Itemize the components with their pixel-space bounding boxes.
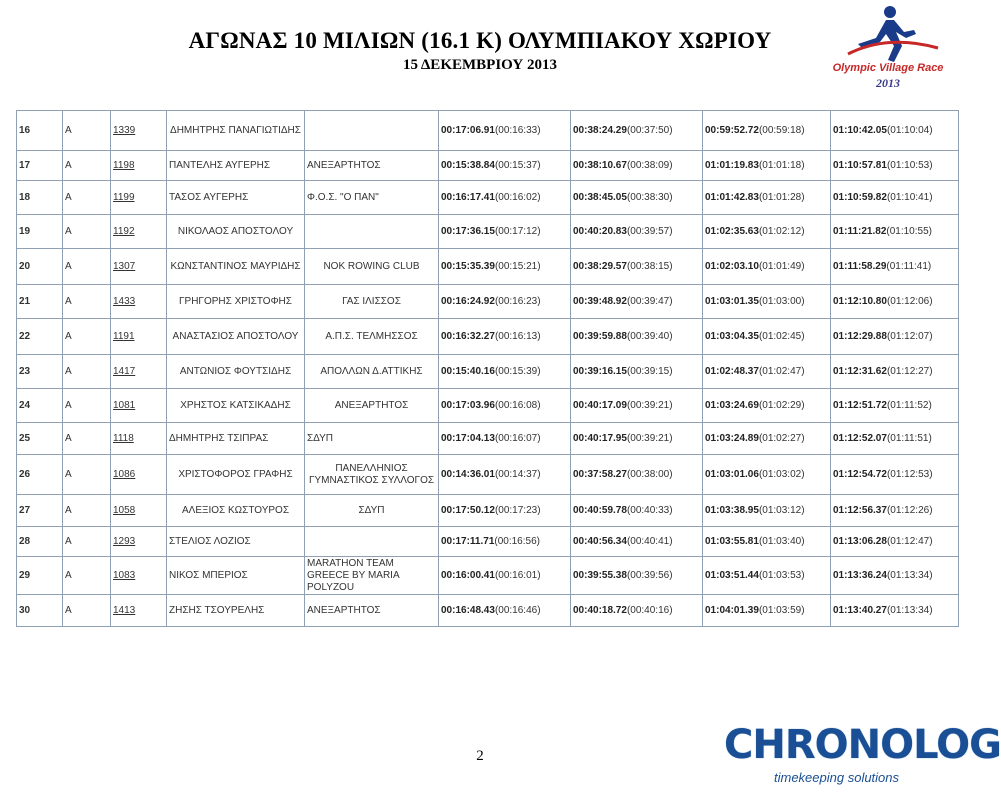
chip-time: (00:40:16) xyxy=(626,604,673,616)
split-time-1-cell xyxy=(439,557,571,595)
chip-time: (00:39:40) xyxy=(626,330,673,342)
gun-time: 00:16:48.43 xyxy=(441,604,495,616)
gun-time: 01:02:48.37 xyxy=(705,365,759,377)
club-cell: ΑΠΟΛΛΩΝ Δ.ΑΤΤΙΚΗΣ xyxy=(305,355,439,389)
chip-time: (00:40:41) xyxy=(626,535,673,547)
split-time-4-cell xyxy=(831,389,959,423)
bib-link[interactable]: 1118 xyxy=(111,423,167,455)
gun-time: 01:12:29.88 xyxy=(833,330,887,342)
chip-time: (01:13:34) xyxy=(886,604,933,616)
split-time-1-cell xyxy=(439,595,571,627)
split-time-4-cell xyxy=(831,181,959,215)
athlete-name-cell: ΣΤΕΛΙΟΣ ΛΟΖΙΟΣ xyxy=(167,527,305,557)
gun-time: 01:03:24.69 xyxy=(705,399,759,411)
bib-link[interactable]: 1417 xyxy=(111,355,167,389)
split-time-3-cell xyxy=(703,319,831,355)
split-time-2-cell xyxy=(571,557,703,595)
position-cell: 29 xyxy=(17,557,63,595)
position-cell: 20 xyxy=(17,249,63,285)
chip-time: (00:16:07) xyxy=(494,432,541,444)
category-cell: Α xyxy=(63,111,111,151)
bib-link[interactable]: 1083 xyxy=(111,557,167,595)
chip-time: (00:38:00) xyxy=(626,468,673,480)
athlete-name-cell: ΤΑΣΟΣ ΑΥΓΕΡΗΣ xyxy=(167,181,305,215)
split-time-2-cell xyxy=(571,527,703,557)
gun-time: 01:02:03.10 xyxy=(705,260,759,272)
gun-time: 01:03:01.06 xyxy=(705,468,759,480)
split-time-2-cell xyxy=(571,181,703,215)
chip-time: (01:10:04) xyxy=(886,124,933,136)
category-cell: Α xyxy=(63,215,111,249)
page-number: 2 xyxy=(476,748,484,764)
chip-time: (00:15:37) xyxy=(494,159,541,171)
split-time-1-cell xyxy=(439,111,571,151)
split-time-4-cell xyxy=(831,319,959,355)
club-cell xyxy=(305,215,439,249)
gun-time: 01:12:51.72 xyxy=(833,399,887,411)
gun-time: 01:12:54.72 xyxy=(833,468,887,480)
split-time-3-cell xyxy=(703,557,831,595)
gun-time: 01:03:51.44 xyxy=(705,569,759,581)
category-cell: Α xyxy=(63,495,111,527)
split-time-2-cell xyxy=(571,423,703,455)
gun-time: 01:02:35.63 xyxy=(705,225,759,237)
runner-icon xyxy=(828,4,948,64)
position-cell: 18 xyxy=(17,181,63,215)
position-cell: 22 xyxy=(17,319,63,355)
split-time-2-cell xyxy=(571,495,703,527)
split-time-3-cell xyxy=(703,495,831,527)
gun-time: 00:16:24.92 xyxy=(441,295,495,307)
chip-time: (00:15:39) xyxy=(494,365,541,377)
gun-time: 00:14:36.01 xyxy=(441,468,495,480)
athlete-name-cell: ΚΩΝΣΤΑΝΤΙΝΟΣ ΜΑΥΡΙΔΗΣ xyxy=(167,249,305,285)
gun-time: 00:15:35.39 xyxy=(441,260,495,272)
athlete-name-cell: ΑΛΕΞΙΟΣ ΚΩΣΤΟΥΡΟΣ xyxy=(167,495,305,527)
gun-time: 00:40:56.34 xyxy=(573,535,627,547)
chip-time: (01:13:34) xyxy=(886,569,933,581)
split-time-1-cell xyxy=(439,495,571,527)
chip-time: (00:14:37) xyxy=(494,468,541,480)
chip-time: (00:16:08) xyxy=(494,399,541,411)
chip-time: (01:12:26) xyxy=(886,504,933,516)
chip-time: (00:16:46) xyxy=(494,604,541,616)
gun-time: 00:40:17.09 xyxy=(573,399,627,411)
category-cell: Α xyxy=(63,151,111,181)
chip-time: (01:03:00) xyxy=(758,295,805,307)
split-time-3-cell xyxy=(703,285,831,319)
chip-time: (01:02:47) xyxy=(758,365,805,377)
split-time-2-cell xyxy=(571,215,703,249)
split-time-2-cell xyxy=(571,111,703,151)
split-time-3-cell xyxy=(703,215,831,249)
chip-time: (01:02:12) xyxy=(758,225,805,237)
table-row xyxy=(17,249,959,285)
club-cell: ΑΝΕΞΑΡΤΗΤΟΣ xyxy=(305,389,439,423)
club-cell: NOK ROWING CLUB xyxy=(305,249,439,285)
bib-link[interactable]: 1433 xyxy=(111,285,167,319)
position-cell: 17 xyxy=(17,151,63,181)
table-row xyxy=(17,595,959,627)
split-time-2-cell xyxy=(571,595,703,627)
athlete-name-cell: ΧΡΙΣΤΟΦΟΡΟΣ ΓΡΑΦΗΣ xyxy=(167,455,305,495)
gun-time: 00:40:17.95 xyxy=(573,432,627,444)
gun-time: 00:17:03.96 xyxy=(441,399,495,411)
results-table xyxy=(16,110,959,627)
bib-link[interactable]: 1198 xyxy=(111,151,167,181)
position-cell: 21 xyxy=(17,285,63,319)
split-time-1-cell xyxy=(439,355,571,389)
gun-time: 00:39:16.15 xyxy=(573,365,627,377)
gun-time: 00:37:58.27 xyxy=(573,468,627,480)
gun-time: 01:12:10.80 xyxy=(833,295,887,307)
chip-time: (00:16:33) xyxy=(494,124,541,136)
gun-time: 01:11:21.82 xyxy=(833,225,887,237)
gun-time: 00:16:32.27 xyxy=(441,330,495,342)
page-subtitle: 15 ΔΕΚΕΜΒΡΙΟΥ 2013 xyxy=(402,57,558,73)
split-time-4-cell xyxy=(831,595,959,627)
athlete-name-cell: ΔΗΜΗΤΡΗΣ ΠΑΝΑΓΙΩΤΙΔΗΣ xyxy=(167,111,305,151)
chip-time: (01:11:52) xyxy=(886,399,932,411)
table-row xyxy=(17,181,959,215)
club-cell: ΠΑΝΕΛΛΗΝΙΟΣ ΓΥΜΝΑΣΤΙΚΟΣ ΣΥΛΛΟΓΟΣ xyxy=(305,455,439,495)
chip-time: (00:40:33) xyxy=(626,504,673,516)
chip-time: (00:17:23) xyxy=(494,504,541,516)
split-time-4-cell xyxy=(831,285,959,319)
chip-time: (00:39:15) xyxy=(626,365,673,377)
category-cell: Α xyxy=(63,355,111,389)
chip-time: (01:02:29) xyxy=(758,399,805,411)
chip-time: (00:39:56) xyxy=(626,569,673,581)
gun-time: 01:12:52.07 xyxy=(833,432,887,444)
split-time-1-cell xyxy=(439,389,571,423)
club-cell: ΑΝΕΞΑΡΤΗΤΟΣ xyxy=(305,151,439,181)
olympic-village-race-logo xyxy=(828,4,948,100)
category-cell: Α xyxy=(63,389,111,423)
gun-time: 00:15:40.16 xyxy=(441,365,495,377)
chip-time: (01:02:45) xyxy=(758,330,805,342)
gun-time: 00:59:52.72 xyxy=(705,124,759,136)
chronolog-tagline: timekeeping solutions xyxy=(774,770,900,785)
bib-link[interactable]: 1058 xyxy=(111,495,167,527)
split-time-2-cell xyxy=(571,285,703,319)
split-time-3-cell xyxy=(703,355,831,389)
athlete-name-cell: ΑΝΤΩΝΙΟΣ ΦΟΥΤΣΙΔΗΣ xyxy=(167,355,305,389)
chip-time: (00:38:30) xyxy=(626,191,673,203)
chip-time: (01:10:55) xyxy=(886,225,932,237)
gun-time: 01:12:31.62 xyxy=(833,365,887,377)
table-row xyxy=(17,215,959,249)
gun-time: 00:16:17.41 xyxy=(441,191,495,203)
split-time-3-cell xyxy=(703,249,831,285)
chip-time: (01:02:27) xyxy=(758,432,805,444)
category-cell: Α xyxy=(63,319,111,355)
gun-time: 01:03:24.89 xyxy=(705,432,759,444)
gun-time: 00:40:59.78 xyxy=(573,504,627,516)
gun-time: 00:40:18.72 xyxy=(573,604,627,616)
position-cell: 28 xyxy=(17,527,63,557)
position-cell: 19 xyxy=(17,215,63,249)
chip-time: (01:11:51) xyxy=(886,432,932,444)
bib-link[interactable]: 1339 xyxy=(111,111,167,151)
chip-time: (01:10:41) xyxy=(886,191,933,203)
table-row xyxy=(17,285,959,319)
bib-link[interactable]: 1191 xyxy=(111,319,167,355)
split-time-2-cell xyxy=(571,455,703,495)
chip-time: (00:17:12) xyxy=(494,225,541,237)
athlete-name-cell: ΓΡΗΓΟΡΗΣ ΧΡΙΣΤΟΦΗΣ xyxy=(167,285,305,319)
gun-time: 01:13:40.27 xyxy=(833,604,887,616)
category-cell: Α xyxy=(63,423,111,455)
chip-time: (01:12:53) xyxy=(886,468,933,480)
split-time-1-cell xyxy=(439,215,571,249)
chip-time: (00:38:09) xyxy=(626,159,673,171)
split-time-1-cell xyxy=(439,423,571,455)
gun-time: 01:01:19.83 xyxy=(705,159,759,171)
chip-time: (01:01:18) xyxy=(758,159,805,171)
split-time-4-cell xyxy=(831,355,959,389)
split-time-4-cell xyxy=(831,215,959,249)
chip-time: (00:16:23) xyxy=(494,295,541,307)
split-time-1-cell xyxy=(439,249,571,285)
chip-time: (00:15:21) xyxy=(494,260,541,272)
gun-time: 00:38:45.05 xyxy=(573,191,627,203)
gun-time: 01:03:55.81 xyxy=(705,535,759,547)
bib-link[interactable]: 1192 xyxy=(111,215,167,249)
split-time-1-cell xyxy=(439,455,571,495)
split-time-2-cell xyxy=(571,151,703,181)
bib-link[interactable]: 1081 xyxy=(111,389,167,423)
club-cell: MARATHON TEAM GREECE BY MARIA POLYZOU xyxy=(305,557,439,595)
split-time-1-cell xyxy=(439,319,571,355)
chip-time: (01:03:02) xyxy=(758,468,805,480)
chip-time: (01:03:59) xyxy=(758,604,805,616)
split-time-1-cell xyxy=(439,151,571,181)
category-cell: Α xyxy=(63,527,111,557)
chip-time: (01:12:07) xyxy=(886,330,933,342)
split-time-3-cell xyxy=(703,527,831,557)
gun-time: 00:17:50.12 xyxy=(441,504,495,516)
split-time-1-cell xyxy=(439,285,571,319)
chip-time: (01:01:49) xyxy=(758,260,805,272)
gun-time: 01:10:57.81 xyxy=(833,159,887,171)
split-time-2-cell xyxy=(571,319,703,355)
split-time-2-cell xyxy=(571,355,703,389)
club-cell: ΣΔΥΠ xyxy=(305,423,439,455)
position-cell: 30 xyxy=(17,595,63,627)
chip-time: (00:59:18) xyxy=(758,124,805,136)
split-time-1-cell xyxy=(439,181,571,215)
gun-time: 01:13:36.24 xyxy=(833,569,887,581)
table-row xyxy=(17,355,959,389)
split-time-3-cell xyxy=(703,423,831,455)
athlete-name-cell: ΔΗΜΗΤΡΗΣ ΤΣΙΠΡΑΣ xyxy=(167,423,305,455)
chip-time: (01:12:27) xyxy=(886,365,933,377)
club-cell xyxy=(305,111,439,151)
split-time-4-cell xyxy=(831,111,959,151)
table-row xyxy=(17,527,959,557)
bib-link[interactable]: 1199 xyxy=(111,181,167,215)
position-cell: 25 xyxy=(17,423,63,455)
gun-time: 00:38:10.67 xyxy=(573,159,627,171)
gun-time: 00:15:38.84 xyxy=(441,159,495,171)
gun-time: 00:38:24.29 xyxy=(573,124,627,136)
bib-link[interactable]: 1293 xyxy=(111,527,167,557)
athlete-name-cell: ΖΗΣΗΣ ΤΣΟΥΡΕΛΗΣ xyxy=(167,595,305,627)
gun-time: 01:13:06.28 xyxy=(833,535,887,547)
split-time-3-cell xyxy=(703,181,831,215)
split-time-2-cell xyxy=(571,249,703,285)
gun-time: 01:03:04.35 xyxy=(705,330,759,342)
position-cell: 27 xyxy=(17,495,63,527)
club-cell: ΓΑΣ ΙΛΙΣΣΟΣ xyxy=(305,285,439,319)
split-time-4-cell xyxy=(831,527,959,557)
table-row xyxy=(17,389,959,423)
gun-time: 00:17:04.13 xyxy=(441,432,495,444)
chip-time: (01:12:47) xyxy=(886,535,933,547)
category-cell: Α xyxy=(63,285,111,319)
split-time-2-cell xyxy=(571,389,703,423)
athlete-name-cell: ΧΡΗΣΤΟΣ ΚΑΤΣΙΚΑΔΗΣ xyxy=(167,389,305,423)
chip-time: (00:39:21) xyxy=(626,399,673,411)
split-time-1-cell xyxy=(439,527,571,557)
table-row xyxy=(17,455,959,495)
gun-time: 01:10:59.82 xyxy=(833,191,887,203)
club-cell: ΣΔΥΠ xyxy=(305,495,439,527)
gun-time: 01:12:56.37 xyxy=(833,504,887,516)
table-row xyxy=(17,319,959,355)
gun-time: 00:39:59.88 xyxy=(573,330,627,342)
table-row xyxy=(17,495,959,527)
page-title: ΑΓΩΝΑΣ 10 ΜΙΛΙΩΝ (16.1 Κ) ΟΛΥΜΠΙΑΚΟΥ ΧΩΡΙΟΥ xyxy=(188,28,772,53)
split-time-4-cell xyxy=(831,455,959,495)
gun-time: 00:17:11.71 xyxy=(441,535,495,547)
club-cell: Α.Π.Σ. ΤΕΛΜΗΣΣΟΣ xyxy=(305,319,439,355)
split-time-3-cell xyxy=(703,111,831,151)
split-time-4-cell xyxy=(831,495,959,527)
athlete-name-cell: ΠΑΝΤΕΛΗΣ ΑΥΓΕΡΗΣ xyxy=(167,151,305,181)
gun-time: 01:04:01.39 xyxy=(705,604,759,616)
gun-time: 00:39:48.92 xyxy=(573,295,627,307)
split-time-3-cell xyxy=(703,151,831,181)
chip-time: (00:37:50) xyxy=(626,124,673,136)
split-time-4-cell xyxy=(831,151,959,181)
gun-time: 00:40:20.83 xyxy=(573,225,627,237)
chip-time: (01:01:28) xyxy=(758,191,805,203)
gun-time: 00:16:00.41 xyxy=(441,569,495,581)
athlete-name-cell: ΑΝΑΣΤΑΣΙΟΣ ΑΠΟΣΤΟΛΟΥ xyxy=(167,319,305,355)
table-row xyxy=(17,151,959,181)
athlete-name-cell: ΝΙΚΟΣ ΜΠΕΡΙΟΣ xyxy=(167,557,305,595)
category-cell: Α xyxy=(63,595,111,627)
split-time-3-cell xyxy=(703,595,831,627)
category-cell: Α xyxy=(63,455,111,495)
club-cell: Φ.Ο.Σ. "Ο ΠΑΝ" xyxy=(305,181,439,215)
club-cell: ΑΝΕΞΑΡΤΗΤΟΣ xyxy=(305,595,439,627)
athlete-name-cell: ΝΙΚΟΛΑΟΣ ΑΠΟΣΤΟΛΟΥ xyxy=(167,215,305,249)
chip-time: (00:39:21) xyxy=(626,432,673,444)
split-time-4-cell xyxy=(831,249,959,285)
position-cell: 16 xyxy=(17,111,63,151)
table-row xyxy=(17,111,959,151)
chip-time: (00:39:57) xyxy=(626,225,673,237)
bib-link[interactable]: 1307 xyxy=(111,249,167,285)
chip-time: (00:38:15) xyxy=(626,260,673,272)
chip-time: (01:03:40) xyxy=(758,535,805,547)
gun-time: 01:03:01.35 xyxy=(705,295,759,307)
position-cell: 26 xyxy=(17,455,63,495)
position-cell: 24 xyxy=(17,389,63,423)
split-time-4-cell xyxy=(831,557,959,595)
position-cell: 23 xyxy=(17,355,63,389)
chronolog-logo-word: CHRONOLOG xyxy=(724,722,1001,768)
gun-time: 01:01:42.83 xyxy=(705,191,759,203)
chip-time: (00:39:47) xyxy=(626,295,673,307)
chip-time: (01:11:41) xyxy=(886,260,932,272)
gun-time: 00:38:29.57 xyxy=(573,260,627,272)
club-cell xyxy=(305,527,439,557)
gun-time: 00:39:55.38 xyxy=(573,569,627,581)
chip-time: (01:10:53) xyxy=(886,159,933,171)
gun-time: 01:11:58.29 xyxy=(833,260,887,272)
chip-time: (01:12:06) xyxy=(886,295,933,307)
table-row xyxy=(17,557,959,595)
gun-time: 01:03:38.95 xyxy=(705,504,759,516)
gun-time: 00:17:36.15 xyxy=(441,225,495,237)
ovr-logo-text: Olympic Village Race xyxy=(832,62,944,74)
chip-time: (00:16:01) xyxy=(494,569,541,581)
bib-link[interactable]: 1413 xyxy=(111,595,167,627)
split-time-4-cell xyxy=(831,423,959,455)
table-row xyxy=(17,423,959,455)
chip-time: (00:16:13) xyxy=(494,330,541,342)
category-cell: Α xyxy=(63,249,111,285)
split-time-3-cell xyxy=(703,389,831,423)
gun-time: 00:17:06.91 xyxy=(441,124,495,136)
split-time-3-cell xyxy=(703,455,831,495)
chip-time: (00:16:02) xyxy=(494,191,541,203)
chip-time: (01:03:53) xyxy=(758,569,805,581)
gun-time: 01:10:42.05 xyxy=(833,124,887,136)
ovr-logo-year: 2013 xyxy=(876,76,900,90)
chronolog-logo xyxy=(704,708,1001,792)
chip-time: (01:03:12) xyxy=(758,504,805,516)
bib-link[interactable]: 1086 xyxy=(111,455,167,495)
category-cell: Α xyxy=(63,181,111,215)
category-cell: Α xyxy=(63,557,111,595)
chip-time: (00:16:56) xyxy=(494,535,540,547)
